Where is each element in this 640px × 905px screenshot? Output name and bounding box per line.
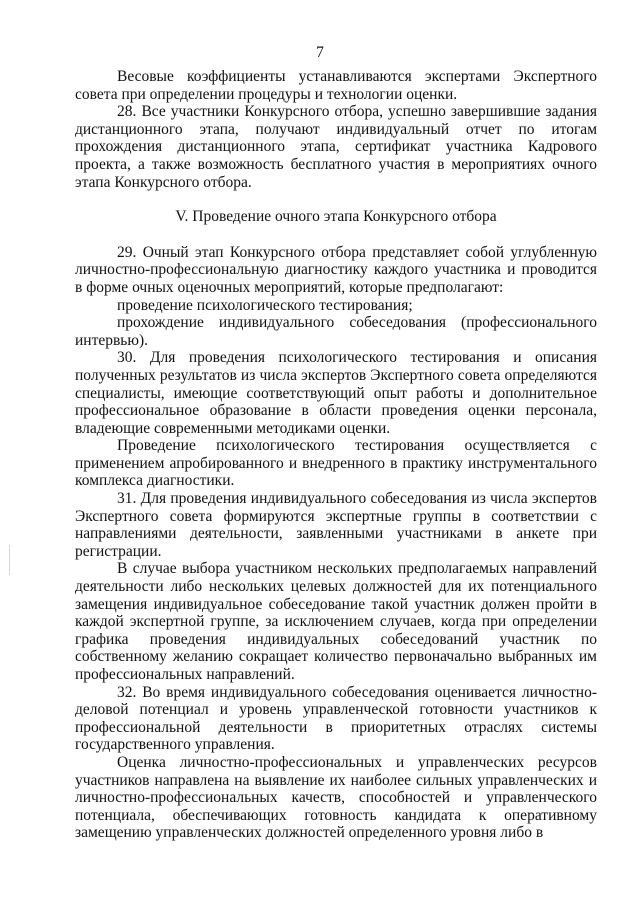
paragraph-item-29: 29. Очный этап Конкурсного отбора представляет собой углубленную личностно-профессиональную диагностику каждого участника и проводится в форме очных оценочных мероприятий, которые предполагают: (75, 243, 597, 296)
paragraph-multiple-directions: В случае выбора участником нескольких предполагаемых направлений деятельности либо нескольких целевых должностей для их потенциального замещения индивидуальное собеседование такой участник должен пройти в каждой экспертной группе, за исключением случаев, когда при определении графика проведения индивидуальных собеседований участник по собственному желанию сокращает количество первоначально выбранных им профессиональных направлений. (75, 560, 597, 683)
paragraph-psychological-testing: проведение психологического тестирования; (117, 296, 413, 314)
paragraph-testing-method: Проведение психологического тестирования осуществляется с применением апробированного и внедренного в практику инструментального комплекса диагностики. (75, 437, 597, 490)
paragraph-item-31: 31. Для проведения индивидуального собеседования из числа экспертов Экспертного совета формируются экспертные группы в соответствии с направлениями деятельности, заявленными участниками в анкете при регистрации. (75, 490, 597, 560)
paragraph-item-32: 32. Во время индивидуального собеседования оценивается личностно-деловой потенциал и уровень управленческой готовности участников к профессиональной деятельности в приоритетных отраслях системы государственного управления. (75, 683, 597, 754)
paragraph-individual-interview: прохождение индивидуального собеседования (профессионального интервью). (75, 314, 597, 349)
page-number: 7 (316, 44, 324, 61)
paragraph-item-28: 28. Все участники Конкурсного отбора, успешно завершившие задания дистанционного этапа, получают индивидуальный отчет по итогам прохождения дистанционного этапа, сертификат участника Кадрового проекта, а также возможность бесплатного участия в мероприятиях очного этапа Конкурсного отбора. (75, 103, 597, 191)
scan-edge-mark (9, 545, 10, 575)
section-heading: V. Проведение очного этапа Конкурсного отбора (175, 208, 497, 226)
paragraph-resource-assessment: Оценка личностно-профессиональных и управленческих ресурсов участников направлена на выявление их наиболее сильных управленческих и личностно-профессиональных качеств, способностей и управленческого потенциала, обеспечивающих готовность кандидата к оперативному замещению управленческих должностей определенного уровня либо в (75, 753, 597, 842)
paragraph-item-30: 30. Для проведения психологического тестирования и описания полученных результатов из числа экспертов Экспертного совета определяются специалисты, имеющие соответствующий опыт работы и дополнительное профессиональное образование в области проведения оценки персонала, владеющие современными методиками оценки. (75, 349, 597, 437)
document-body (75, 68, 597, 842)
paragraph-weight-coefficients: Весовые коэффициенты устанавливаются экспертами Экспертного совета при определении процедуры и технологии оценки. (75, 68, 597, 103)
